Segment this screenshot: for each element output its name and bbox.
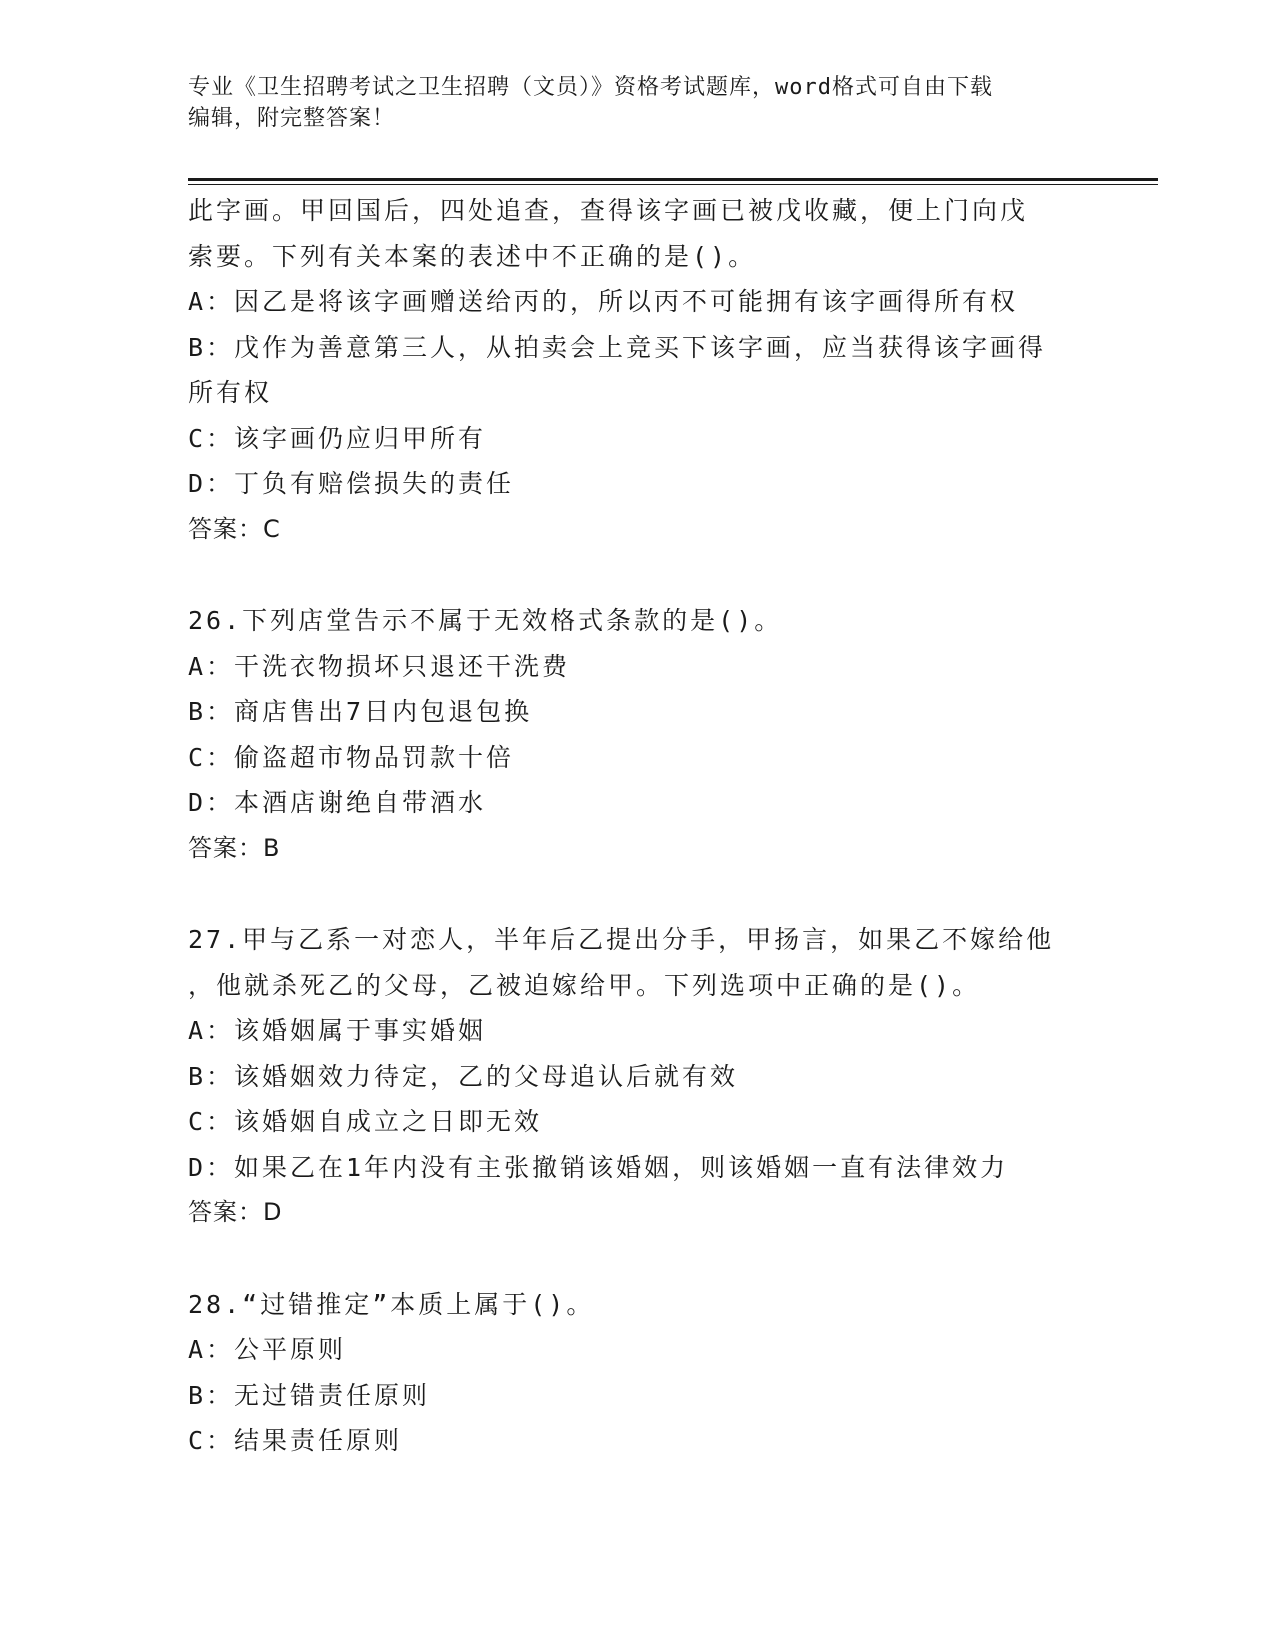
header-divider-thick: [188, 178, 1158, 181]
option-c: C：偷盗超市物品罚款十倍: [188, 742, 515, 772]
option-d: D：如果乙在1年内没有主张撤销该婚姻，则该婚姻一直有法律效力: [188, 1152, 1009, 1182]
option-a: A：因乙是将该字画赠送给丙的，所以丙不可能拥有该字画得所有权: [188, 287, 1019, 316]
option-c: C：该婚姻自成立之日即无效: [188, 1107, 543, 1136]
option-d: D：本酒店谢绝自带酒水: [188, 788, 487, 817]
document-header: [188, 72, 1088, 134]
question-text-line: 索要。下列有关本案的表述中不正确的是()。: [188, 241, 757, 271]
question-block-continued: [188, 188, 1088, 552]
question-text-line: 此字画。甲回国后，四处追查，查得该字画已被戊收藏，便上门向戊: [188, 196, 1029, 225]
question-block-27: [188, 917, 1088, 1236]
option-b: B：无过错责任原则: [188, 1380, 431, 1410]
option-c: C：结果责任原则: [188, 1426, 403, 1455]
answer-line: 答案：D: [188, 1198, 283, 1226]
header-divider-thin: [188, 184, 1158, 185]
header-line-2: 编辑，附完整答案！: [188, 106, 396, 131]
option-c: C：该字画仍应归甲所有: [188, 423, 487, 453]
question-spacer: [188, 552, 1088, 598]
question-text-line: 28.“过错推定”本质上属于()。: [188, 1289, 595, 1319]
question-text-line: 26.下列店堂告示不属于无效格式条款的是()。: [188, 606, 783, 635]
option-d: D：丁负有赔偿损失的责任: [188, 469, 515, 498]
question-block-26: [188, 598, 1088, 871]
option-a: A：该婚姻属于事实婚姻: [188, 1016, 487, 1045]
question-block-28: [188, 1282, 1088, 1464]
option-a: A：干洗衣物损坏只退还干洗费: [188, 651, 571, 681]
option-b: B：该婚姻效力待定，乙的父母追认后就有效: [188, 1061, 739, 1091]
header-line-1: 专业《卫生招聘考试之卫生招聘（文员）》资格考试题库，word格式可自由下载: [188, 75, 993, 100]
option-b: B：戊作为善意第三人，从拍卖会上竞买下该字画，应当获得该字画得: [188, 332, 1047, 362]
question-spacer: [188, 871, 1088, 917]
question-list: [188, 188, 1088, 1464]
answer-line: 答案：C: [188, 514, 281, 543]
option-b: B：商店售出7日内包退包换: [188, 697, 533, 726]
question-spacer: [188, 1236, 1088, 1282]
question-text-line: ，他就杀死乙的父母，乙被迫嫁给甲。下列选项中正确的是()。: [188, 970, 981, 1000]
answer-line: 答案：B: [188, 833, 281, 862]
option-a: A：公平原则: [188, 1335, 347, 1364]
question-text-line: 27.甲与乙系一对恋人，半年后乙提出分手，甲扬言，如果乙不嫁给他: [188, 925, 1055, 954]
option-b-continued: 所有权: [188, 378, 273, 407]
